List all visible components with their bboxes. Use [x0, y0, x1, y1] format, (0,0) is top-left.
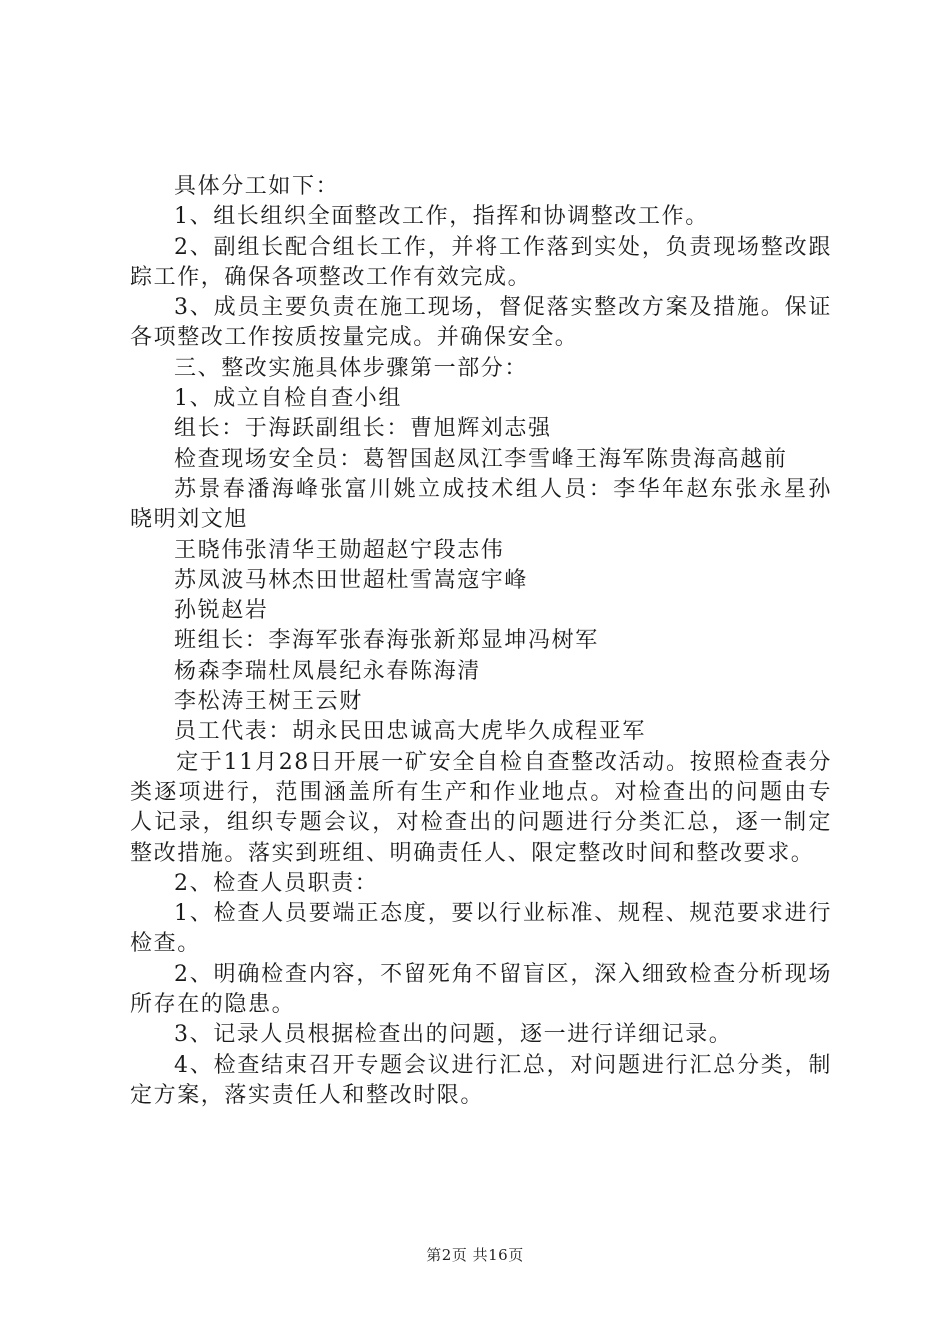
paragraph-inspect-2: 2、明确检查内容，不留死角不留盲区，深入细致检查分析现场所存在的隐患。	[130, 961, 832, 1018]
paragraph-inspect-1: 1、检查人员要端正态度，要以行业标准、规程、规范要求进行检查。	[130, 901, 832, 957]
paragraph-members-2: 苏凤波马林杰田世超杜雪嵩寇宇峰	[174, 567, 529, 593]
page-number-footer: 第2页 共16页	[426, 1246, 524, 1264]
paragraph-members-3: 孙锐赵岩	[174, 598, 269, 624]
section-heading-3: 三、整改实施具体步骤第一部分：	[174, 355, 529, 381]
paragraph-duty-1: 1、组长组织全面整改工作，指挥和协调整改工作。	[174, 204, 709, 230]
document-body	[130, 172, 832, 1111]
paragraph-duty-2: 2、副组长配合组长工作，并将工作落到实处，负责现场整改跟踪工作，确保各项整改工作有效完成。	[130, 234, 832, 290]
paragraph-inspect-3: 3、记录人员根据检查出的问题，逐一进行详细记录。	[174, 1022, 733, 1048]
paragraph-tech-group: 苏景春潘海峰张富川姚立成技术组人员：李华年赵东张永星孙晓明刘文旭	[130, 476, 832, 533]
paragraph-step-1: 1、成立自检自查小组	[174, 386, 402, 412]
paragraph-employee-reps: 员工代表：胡永民田忠诚高大虎毕久成程亚军	[174, 719, 647, 745]
paragraph-safety-officers: 检查现场安全员：葛智国赵凤江李雪峰王海军陈贵海高越前	[174, 446, 788, 472]
paragraph-team-leaders: 班组长：李海军张春海张新郑显坤冯树军	[174, 628, 599, 654]
paragraph-step-2: 2、检查人员职责：	[174, 870, 379, 896]
paragraph-team-leaders-2: 杨森李瑞杜凤晨纪永春陈海清	[174, 658, 481, 684]
paragraph-inspect-4: 4、检查结束召开专题会议进行汇总，对问题进行汇总分类，制定方案，落实责任人和整改时限。	[130, 1052, 832, 1108]
paragraph-members-1: 王晓伟张清华王勋超赵宁段志伟	[174, 537, 505, 563]
paragraph-team-leaders-3: 李松涛王树王云财	[174, 689, 363, 715]
paragraph-duty-3: 3、成员主要负责在施工现场，督促落实整改方案及措施。保证各项整改工作按质按量完成。并确保安全。	[130, 295, 832, 351]
paragraph-leaders: 组长：于海跃副组长：曹旭辉刘志强	[174, 416, 552, 442]
paragraph-intro: 具体分工如下：	[174, 174, 340, 199]
paragraph-schedule: 定于11月28日开展一矿安全自检自查整改活动。按照检查表分类逐项进行，范围涵盖所有生产和作业地点。对检查出的问题由专人记录，组织专题会议，对检查出的问题进行分类汇总，逐一制定整改措施。落实到班组、明确责任人、限定整改时间和整改要求。	[130, 749, 832, 866]
